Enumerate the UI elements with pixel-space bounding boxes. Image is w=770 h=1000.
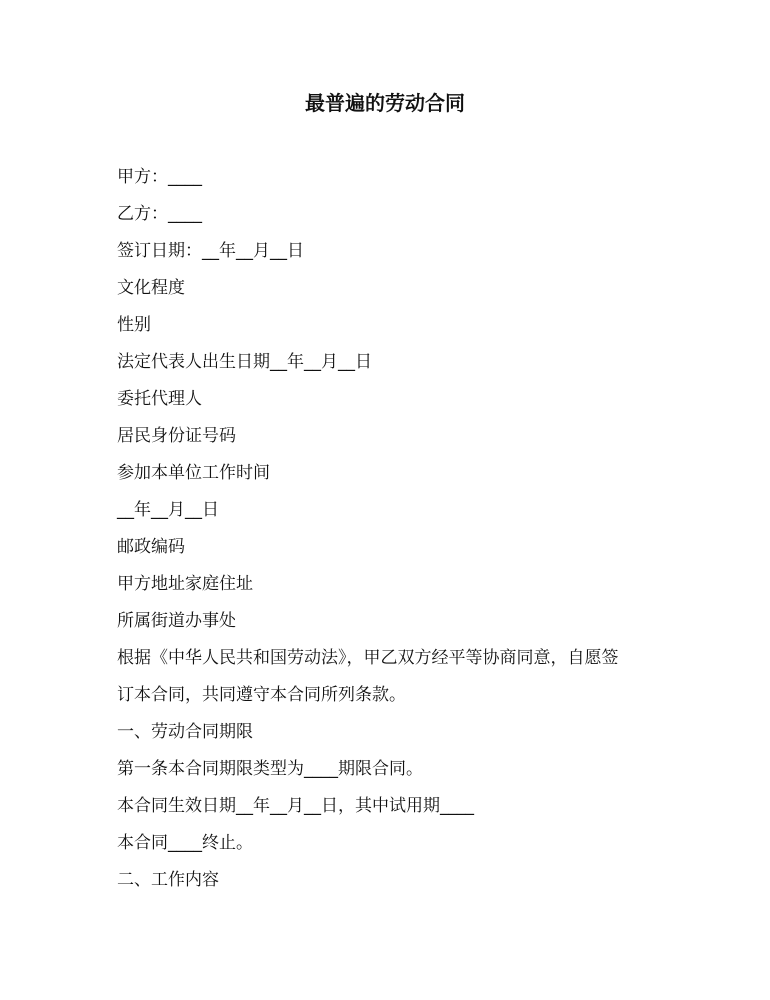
termination-line: 本合同____终止。	[117, 833, 253, 853]
effective-date-line: 本合同生效日期__年__月__日，其中试用期____	[117, 796, 474, 816]
document-body	[117, 162, 677, 902]
join-date-label-line: 参加本单位工作时间	[117, 463, 270, 483]
section-2-heading: 二、工作内容	[117, 870, 219, 890]
join-date-line: __年__月__日	[117, 500, 219, 520]
education-line: 文化程度	[117, 278, 185, 298]
postal-code-line: 邮政编码	[117, 537, 185, 557]
id-number-line: 居民身份证号码	[117, 426, 236, 446]
party-a-line: 甲方：____	[117, 167, 202, 187]
preamble-line-2: 订本合同，共同遵守本合同所列条款。	[117, 685, 406, 705]
subdistrict-office-line: 所属街道办事处	[117, 611, 236, 631]
address-line: 甲方地址家庭住址	[117, 574, 253, 594]
gender-line: 性别	[117, 315, 151, 335]
article-1-line: 第一条本合同期限类型为____期限合同。	[117, 759, 423, 779]
agent-line: 委托代理人	[117, 389, 202, 409]
section-1-heading: 一、劳动合同期限	[117, 722, 253, 742]
legal-rep-birthdate-line: 法定代表人出生日期__年__月__日	[117, 352, 372, 372]
party-b-line: 乙方：____	[117, 204, 202, 224]
signing-date-line: 签订日期：__年__月__日	[117, 241, 304, 261]
preamble-line-1: 根据《中华人民共和国劳动法》，甲乙双方经平等协商同意，自愿签	[117, 648, 619, 668]
document-title: 最普遍的劳动合同	[305, 91, 465, 115]
